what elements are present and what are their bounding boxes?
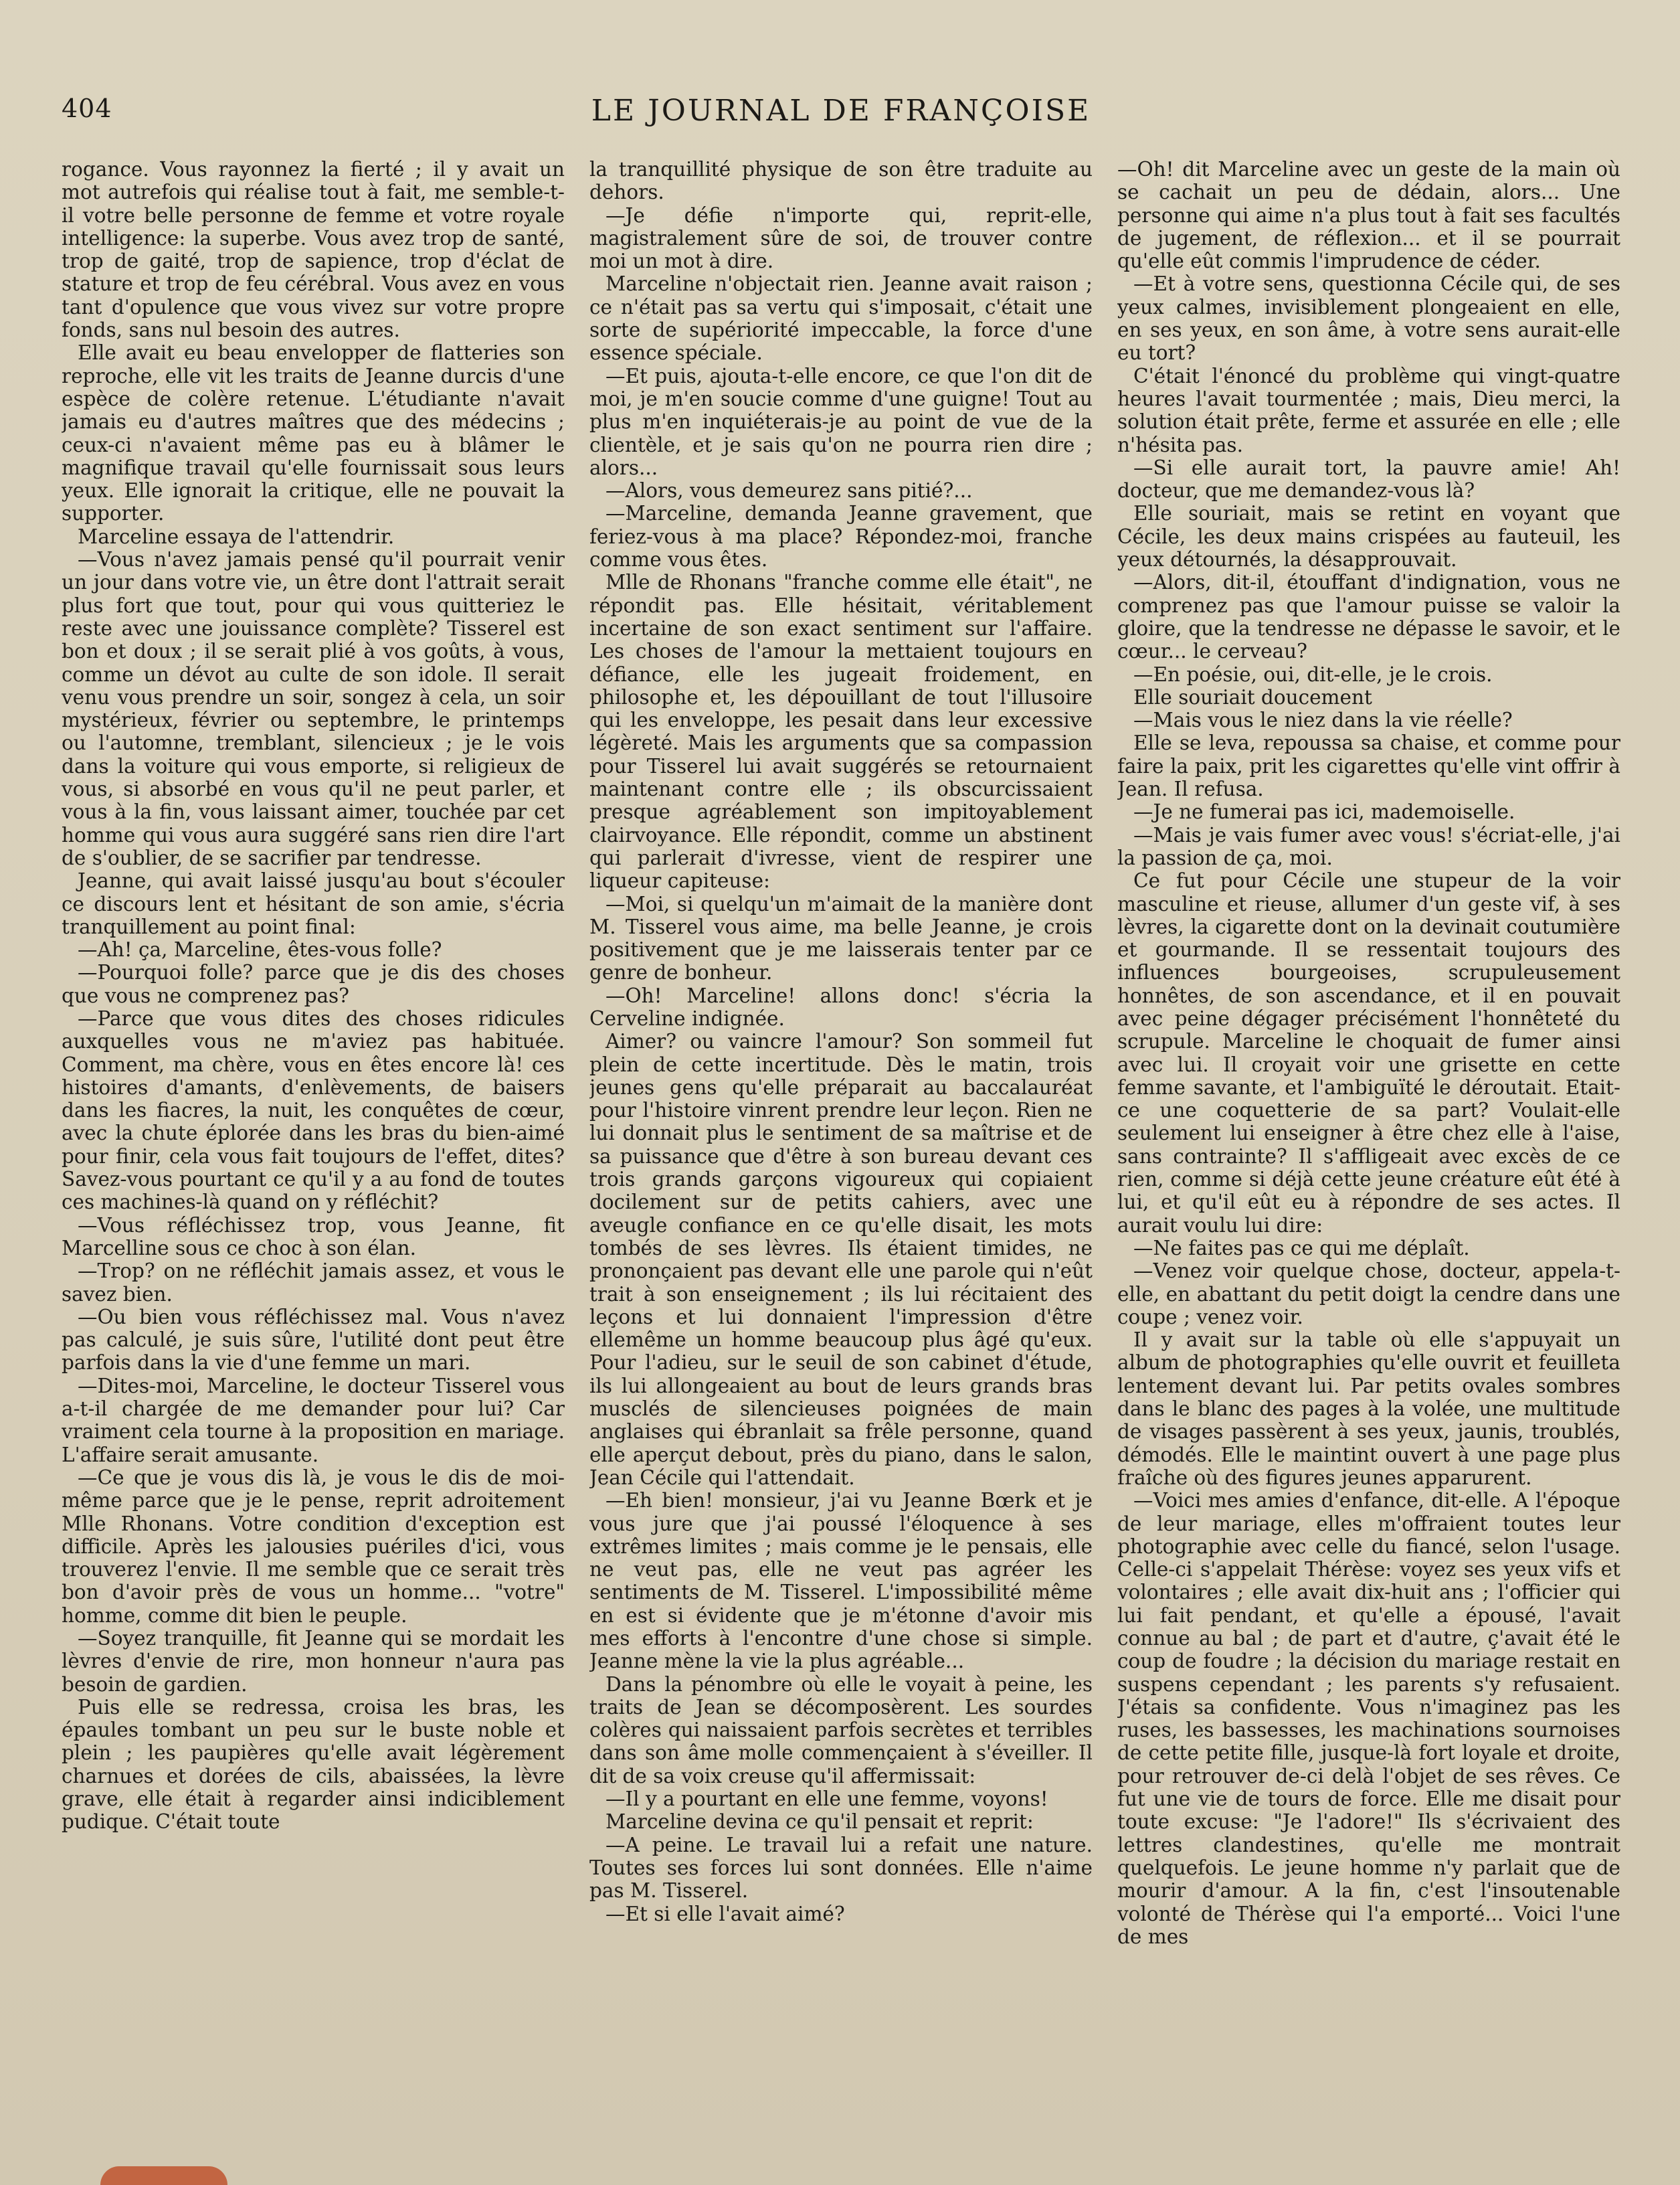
paragraph: Dans la pénombre où elle le voyait à peine, les traits de Jean se décomposèrent. Les sourdes colères qui naissaient parfois secrètes et terribles dans son âme molle commençaient à s'éveiller. Il dit de sa voix creuse qu'il affermissait: — [589, 1672, 1093, 1787]
paragraph: —Et puis, ajouta-t-elle encore, ce que l'on dit de moi, je m'en soucie comme d'une guigne! Tout au plus m'en inquiéterais-je au point de vue de la clientèle, et je sais qu'on ne pourra rien dire ; alors... — [589, 364, 1093, 479]
paragraph: —Oh! dit Marceline avec un geste de la main où se cachait un peu de dédain, alors... Une personne qui aime n'a plus tout à fait ses facultés de jugement, de réflexion... et il se pourrait qu'elle eût commis l'imprudence de céder. — [1117, 158, 1620, 273]
paragraph: Ce fut pour Cécile une stupeur de la voir masculine et rieuse, allumer d'un geste vif, à ses lèvres, la cigarette dont on la devinait coutumière et gourmande. Il se ressentait toujours des influences bourgeoises, scrupuleusement honnêtes, de son ascendance, et il en pouvait avec peine dégager précisément l'honnêteté du scrupule. Marceline le choquait de fumer ainsi avec lui. Il croyait voir une grisette en cette femme savante, et l'ambiguïté le déroutait. Etait-ce une coquetterie de sa part? Voulait-elle seulement lui enseigner à être chez elle à l'aise, sans contrainte? Il s'affligeait avec excès de ce rien, comme si déjà cette jeune créature eût été à lui, et qu'il eût eu à répondre de ses actes. Il aurait voulu lui dire: — [1117, 869, 1620, 1237]
paragraph: —Il y a pourtant en elle une femme, voyons! — [605, 1787, 1048, 1811]
paragraph: Elle souriait, mais se retint en voyant que Cécile, les deux mains crispées au fauteuil, les yeux détournés, la désapprouvait. — [1117, 502, 1620, 572]
running-title: LE JOURNAL DE FRANÇOISE — [591, 94, 1091, 128]
text-columns — [62, 158, 1620, 2112]
paragraph: —Soyez tranquille, fit Jeanne qui se mordait les lèvres d'envie de rire, mon honneur n'aura pas besoin de gardien. — [62, 1627, 565, 1696]
paragraph: —Alors, dit-il, étouffant d'indignation, vous ne comprenez pas que l'amour puisse se valoir la gloire, que la tendresse ne dépasse le savoir, et le cœur... le cerveau? — [1117, 571, 1620, 663]
paragraph: Marceline devina ce qu'il pensait et reprit: — [605, 1810, 1034, 1834]
paragraph: rogance. Vous rayonnez la fierté ; il y avait un mot autrefois qui réalise tout à fait, me semble-t-il votre belle personne de femme et votre royale intelligence: la superbe. Vous avez trop de santé, trop de gaité, trop de sapience, trop d'éclat de stature et trop de feu cérébral. Vous avez en vous tant d'opulence que vous vivez sur votre propre fonds, sans nul besoin des autres. — [62, 158, 565, 342]
paragraph: —Voici mes amies d'enfance, dit-elle. A l'époque de leur mariage, elles m'offraient toutes leur photographie avec celle du fiancé, selon l'usage. Celle-ci s'appelait Thérèse: voyez ses yeux vifs et volontaires ; elle avait dix-huit ans ; l'officier qui lui fait pendant, et qu'elle a épousé, l'avait connue au bal ; de part et d'autre, ç'avait été le coup de foudre ; la décision du mariage restait en suspens cependant ; les parents s'y refusaient. J'étais sa confidente. Vous n'imaginez pas les ruses, les bassesses, les machinations sournoises de cette petite fille, jusque-là fort loyale et droite, pour retrouver de-ci delà l'objet de ses rêves. Ce fut une vie de tours de force. Elle me disait pour toute excuse: "Je l'adore!" Ils s'écrivaient des lettres clandestines, qu'elle me montrait quelquefois. Le jeune homme n'y parlait que de mourir d'amour. A la fin, c'est l'insoutenable volonté de Thérèse qui l'a emporté... Voici l'une de mes — [1117, 1489, 1620, 1948]
paragraph: la tranquillité physique de son être traduite au dehors. — [589, 158, 1093, 204]
page-number: 404 — [62, 94, 112, 123]
paragraph: Marceline essaya de l'attendrir. — [78, 525, 395, 548]
paragraph: —Et si elle l'avait aimé? — [605, 1902, 845, 1925]
column-right — [1117, 158, 1620, 2112]
paragraph: Il y avait sur la table où elle s'appuyait un album de photographies qu'elle ouvrit et feuilleta lentement devant lui. Par petits ovales sombres dans le blanc des pages à la volée, une multitude de visages passèrent à ses yeux, jaunis, troublés, démodés. Elle le maintint ouvert à une page plus fraîche où des figures jeunes apparurent. — [1117, 1328, 1620, 1489]
paragraph: Elle souriait doucement — [1133, 685, 1372, 709]
paragraph: —Et à votre sens, questionna Cécile qui, de ses yeux calmes, invisiblement plongeaient en elle, en ses yeux, en son âme, à votre sens aurait-elle eu tort? — [1117, 272, 1620, 365]
paragraph: —En poésie, oui, dit-elle, je le crois. — [1133, 663, 1493, 686]
paragraph: —Trop? on ne réfléchit jamais assez, et vous le savez bien. — [62, 1259, 565, 1306]
paragraph: —Alors, vous demeurez sans pitié?... — [605, 479, 973, 503]
paragraph: —Si elle aurait tort, la pauvre amie! Ah! docteur, que me demandez-vous là? — [1117, 456, 1620, 503]
paragraph: Elle avait eu beau envelopper de flatteries son reproche, elle vit les traits de Jeanne durcis d'une espèce de colère retenue. L'étudiante n'avait jamais eu d'autres maîtres que des médecins ; ceux-ci n'avaient même pas eu à blâmer le magnifique travail qu'elle fournissait sous leurs yeux. Elle ignorait la critique, elle ne pouvait la supporter. — [62, 341, 565, 525]
paragraph: C'était l'énoncé du problème qui vingt-quatre heures l'avait tourmentée ; mais, Dieu merci, la solution était prête, ferme et assurée en elle ; elle n'hésita pas. — [1117, 364, 1620, 456]
paragraph: —Marceline, demanda Jeanne gravement, que feriez-vous à ma place? Répondez-moi, franche comme vous êtes. — [589, 502, 1093, 572]
paragraph: —Je ne fumerai pas ici, mademoiselle. — [1133, 800, 1515, 824]
paragraph: —Eh bien! monsieur, j'ai vu Jeanne Bœrk et je vous jure que j'ai poussé l'éloquence à ses extrêmes limites ; mais comme je le pensais, elle ne veut pas, elle ne veut pas agréer les sentiments de M. Tisserel. L'impossibilité même en est si évidente que je m'étonne d'avoir mis mes efforts à l'encontre d'une chose si simple. Jeanne mène la vie la plus agréable... — [589, 1489, 1093, 1673]
paragraph: —Parce que vous dites des choses ridicules auxquelles vous ne m'aviez pas habituée. Comment, ma chère, vous en êtes encore là! ces histoires d'amants, d'enlèvements, de baisers dans les fiacres, la nuit, les conquêtes de cœur, avec la chute éplorée dans les bras du bien-aimé pour finir, cela vous fait toujours de l'effet, dites? Savez-vous pourtant ce qu'il y a au fond de toutes ces machines-là quand on y réfléchit? — [62, 1007, 565, 1214]
paragraph: —Vous réfléchissez trop, vous Jeanne, fit Marcelline sous ce choc à son élan. — [62, 1213, 565, 1259]
paragraph: —Venez voir quelque chose, docteur, appela-t-elle, en abattant du petit doigt la cendre dans une coupe ; venez voir. — [1117, 1259, 1620, 1328]
paragraph: —Pourquoi folle? parce que je dis des choses que vous ne comprenez pas? — [62, 961, 565, 1007]
paragraph: —A peine. Le travail lui a refait une nature. Toutes ses forces lui sont données. Elle n'aime pas M. Tisserel. — [589, 1833, 1093, 1903]
paragraph: —Moi, si quelqu'un m'aimait de la manière dont M. Tisserel vous aime, ma belle Jeanne, je crois positivement que je me laisserais tenter par ce genre de bonheur. — [589, 892, 1093, 984]
paragraph: Jeanne, qui avait laissé jusqu'au bout s'écouler ce discours lent et hésitant de son amie, s'écria tranquillement au point final: — [62, 869, 565, 938]
page-edge-stain — [100, 2166, 227, 2185]
paragraph: Marceline n'objectait rien. Jeanne avait raison ; ce n'était pas sa vertu qui s'imposait, c'était une sorte de supériorité impeccable, la force d'une essence spéciale. — [589, 272, 1093, 365]
paragraph: —Mais vous le niez dans la vie réelle? — [1133, 709, 1513, 732]
paragraph: Mlle de Rhonans "franche comme elle était", ne répondit pas. Elle hésitait, véritablement incertaine de son exact sentiment sur l'affaire. Les choses de l'amour la mettaient toujours en défiance, elle les jugeait froidement, en philosophe et, les dépouillant de tout l'illusoire qui les enveloppe, les pesait dans leur excessive légèreté. Mais les arguments que sa compassion pour Tisserel lui avait suggérés se retournaient maintenant contre elle ; ils obscurcissaient presque agréablement son impitoyablement clairvoyance. Elle répondit, comme un abstinent qui parlerait d'ivresse, vient de respirer une liqueur capiteuse: — [589, 571, 1093, 893]
paragraph: —Dites-moi, Marceline, le docteur Tisserel vous a-t-il chargée de me demander pour lui? Car vraiment cela tourne à la proposition en mariage. L'affaire serait amusante. — [62, 1374, 565, 1466]
paragraph: —Je défie n'importe qui, reprit-elle, magistralement sûre de soi, de trouver contre moi un mot à dire. — [589, 203, 1093, 273]
paragraph: —Ou bien vous réfléchissez mal. Vous n'avez pas calculé, je suis sûre, l'utilité dont peut être parfois dans la vie d'une femme un mari. — [62, 1305, 565, 1375]
paragraph: —Ne faites pas ce qui me déplaît. — [1133, 1236, 1470, 1259]
paragraph: Aimer? ou vaincre l'amour? Son sommeil fut plein de cette incertitude. Dès le matin, trois jeunes gens qu'elle préparait au baccalauréat pour l'histoire vinrent prendre leur leçon. Rien ne lui donnait plus le sentiment de sa maîtrise et de sa puissance que d'être à son bureau devant ces trois grands garçons vigoureux qui copiaient docilement sur de petits cahiers, avec une aveugle confiance en ce qu'elle disait, les mots tombés de ses lèvres. Ils étaient timides, ne prononçaient pas devant elle une parole qui n'eût trait à son enseignement ; ils lui récitaient des leçons et lui donnaient l'impression d'être ellemême un homme beaucoup plus âgé qu'eux. Pour l'adieu, sur le seuil de son cabinet d'étude, ils lui allongeaient au bout de leurs grands bras musclés de silencieuses poignées de main anglaises qui ébranlait sa frêle personne, quand elle aperçut debout, près du piano, dans le salon, Jean Cécile qui l'attendait. — [589, 1030, 1093, 1489]
paragraph: Puis elle se redressa, croisa les bras, les épaules tombant un peu sur le buste noble et plein ; les paupières qu'elle avait légèrement charnues et dorées de cils, abaissées, la lèvre grave, elle était à regarder ainsi indiciblement pudique. C'était toute — [62, 1695, 565, 1834]
paragraph: —Vous n'avez jamais pensé qu'il pourrait venir un jour dans votre vie, un être dont l'attrait serait plus fort que tout, pour qui vous quitteriez le reste avec une jouissance complète? Tisserel est bon et doux ; il se serait plié à vos goûts, à vous, comme un dévot au culte de son idole. Il serait venu vous prendre un soir, songez à cela, un soir mystérieux, février ou septembre, le printemps ou l'automne, tremblant, silencieux ; je le vois dans la voiture qui vous emporte, si religieux de vous, si absorbé en vous qu'il ne peut parler, et vous à la fin, vous laissant aimer, touchée par cet homme qui vous aura suggéré sans rien dire l'art de s'oublier, de se sacrifier par tendresse. — [62, 548, 565, 869]
paragraph: —Ah! ça, Marceline, êtes-vous folle? — [78, 938, 442, 962]
paragraph: —Mais je vais fumer avec vous! s'écriat-elle, j'ai la passion de ça, moi. — [1117, 823, 1620, 869]
page-header — [62, 94, 1620, 134]
paragraph: —Ce que je vous dis là, je vous le dis de moi-même parce que je le pense, reprit adroitement Mlle Rhonans. Votre condition d'exception est difficile. Après les jalousies puériles d'ici, vous trouverez l'envie. Il me semble que ce serait très bon d'avoir près de vous un homme... "votre" homme, comme dit bien le peuple. — [62, 1466, 565, 1627]
paragraph: Elle se leva, repoussa sa chaise, et comme pour faire la paix, prit les cigarettes qu'elle vint offrir à Jean. Il refusa. — [1117, 731, 1620, 801]
column-middle — [589, 158, 1093, 2112]
column-left — [62, 158, 565, 2112]
paragraph: —Oh! Marceline! allons donc! s'écria la Cerveline indignée. — [589, 984, 1093, 1030]
